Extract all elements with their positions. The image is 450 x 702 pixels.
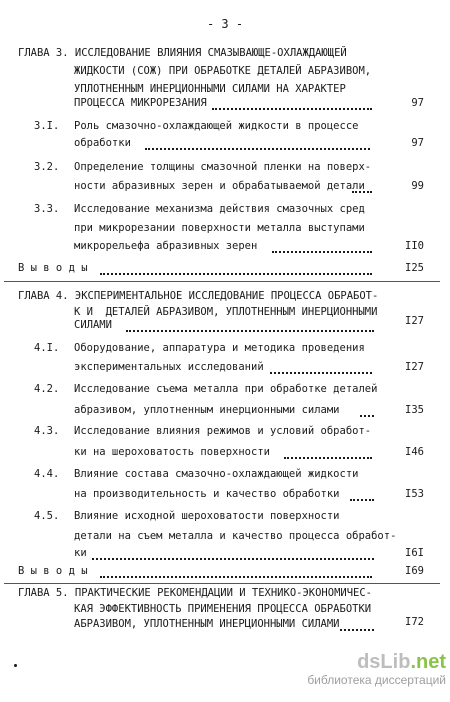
section-page: I35	[405, 404, 424, 416]
leader-dots	[270, 372, 372, 374]
section-number: 3.I.	[34, 120, 60, 132]
section-title-line-2: на производительность и качество обработки	[74, 488, 340, 500]
section-title-line-1: Исследование механизма действия смазочных сред	[74, 203, 365, 215]
leader-dots	[360, 415, 374, 417]
section-number: 4.4.	[34, 468, 60, 480]
conclusions-page: I25	[405, 262, 424, 274]
section-title-line-1: Исследование влияния режимов и условий обработ-	[74, 425, 372, 437]
page-number: - 3 -	[206, 17, 244, 31]
chapter-5-title-line-2: КАЯ ЭФФЕКТИВНОСТЬ ПРИМЕНЕНИЯ ПРОЦЕССА ОБРАБОТКИ	[74, 603, 372, 615]
watermark-logo-main: dsLib	[357, 651, 411, 673]
leader-dots	[92, 558, 374, 560]
chapter-5-page: I72	[405, 616, 424, 628]
chapter-3-title-line-2: ЖИДКОСТИ (СОЖ) ПРИ ОБРАБОТКЕ ДЕТАЛЕЙ АБРАЗИВОМ,	[74, 65, 372, 77]
section-page: I27	[405, 361, 424, 373]
chapter-4-title-line-2: К И ДЕТАЛЕЙ АБРАЗИВОМ, УПЛОТНЕННЫМ ИНЕРЦИОННЫМИ	[74, 306, 378, 318]
section-title-line-3: ки	[74, 547, 87, 559]
section-title-line-1: Влияние исходной шероховатости поверхности	[74, 510, 340, 522]
chapter-4-page: I27	[405, 315, 424, 327]
conclusions-label: В ы в о д ы	[18, 565, 88, 577]
section-number: 3.2.	[34, 161, 60, 173]
leader-dots	[350, 499, 374, 501]
section-page: II0	[405, 240, 424, 252]
section-page: I53	[405, 488, 424, 500]
watermark-caption: библиотека диссертаций	[307, 673, 446, 687]
section-number: 4.5.	[34, 510, 60, 522]
section-title-line-2: обработки	[74, 137, 131, 149]
section-title-line-2: при микрорезании поверхности металла выступами	[74, 222, 365, 234]
chapter-5-title-line-3: АБРАЗИВОМ, УПЛОТНЕННЫМ ИНЕРЦИОННЫМИ СИЛАМИ	[74, 618, 340, 630]
section-number: 4.3.	[34, 425, 60, 437]
chapter-4-title-line-1: ГЛАВА 4. ЭКСПЕРИМЕНТАЛЬНОЕ ИССЛЕДОВАНИЕ ПРОЦЕССА ОБРАБОТ-	[18, 290, 379, 302]
section-page: 97	[411, 137, 424, 149]
leader-dots	[352, 191, 372, 193]
section-title-line-1: Определение толщины смазочной пленки на поверх-	[74, 161, 372, 173]
chapter-3-title-line-4: ПРОЦЕССА МИКРОРЕЗАНИЯ	[74, 97, 207, 109]
watermark	[266, 652, 446, 686]
section-title-line-2: детали на съем металла и качество процесса обработ-	[74, 530, 397, 542]
section-number: 4.2.	[34, 383, 60, 395]
leader-dots	[272, 251, 372, 253]
section-page: 99	[411, 180, 424, 192]
conclusions-label: В ы в о д ы	[18, 262, 88, 274]
leader-dots	[145, 148, 370, 150]
conclusions-page: I69	[405, 565, 424, 577]
leader-dots	[284, 457, 372, 459]
section-title-line-2: ки на шероховатость поверхности	[74, 446, 270, 458]
section-title-line-1: Оборудование, аппаратура и методика проведения	[74, 342, 365, 354]
leader-dots	[212, 108, 372, 110]
section-title-line-2: экспериментальных исследований	[74, 361, 264, 373]
chapter-3-page: 97	[411, 97, 424, 109]
leader-dots	[100, 273, 372, 275]
section-title-line-1: Роль смазочно-охлаждающей жидкости в процессе	[74, 120, 359, 132]
stray-mark	[14, 664, 17, 667]
leader-dots	[100, 576, 372, 578]
section-title-line-2: ности абразивных зерен и обрабатываемой детали	[74, 180, 365, 192]
leader-dots	[340, 629, 374, 631]
section-page: I6I	[405, 547, 424, 559]
section-number: 4.I.	[34, 342, 60, 354]
chapter-3-title-line-1: ГЛАВА 3. ИССЛЕДОВАНИЕ ВЛИЯНИЯ СМАЗЫВАЮЩЕ-ОХЛАЖДАЮЩЕЙ	[18, 47, 347, 59]
section-title-line-2: абразивом, уплотненным инерционными силами	[74, 404, 340, 416]
leader-dots	[126, 330, 374, 332]
chapter-5-title-line-1: ГЛАВА 5. ПРАКТИЧЕСКИЕ РЕКОМЕНДАЦИИ И ТЕХНИКО-ЭКОНОМИЧЕС-	[18, 587, 373, 599]
underline-rule	[4, 281, 440, 282]
section-page: I46	[405, 446, 424, 458]
underline-rule	[4, 583, 440, 584]
section-number: 3.3.	[34, 203, 60, 215]
chapter-3-title-line-3: УПЛОТНЕННЫМ ИНЕРЦИОННЫМИ СИЛАМИ НА ХАРАКТЕР	[74, 83, 346, 95]
chapter-4-title-line-3: СИЛАМИ	[74, 319, 112, 331]
section-title-line-3: микрорельефа абразивных зерен	[74, 240, 258, 252]
section-title-line-1: Исследование съема металла при обработке деталей	[74, 383, 378, 395]
watermark-logo	[266, 652, 446, 672]
section-title-line-1: Влияние состава смазочно-охлаждающей жидкости	[74, 468, 359, 480]
watermark-logo-accent: .net	[410, 651, 446, 673]
